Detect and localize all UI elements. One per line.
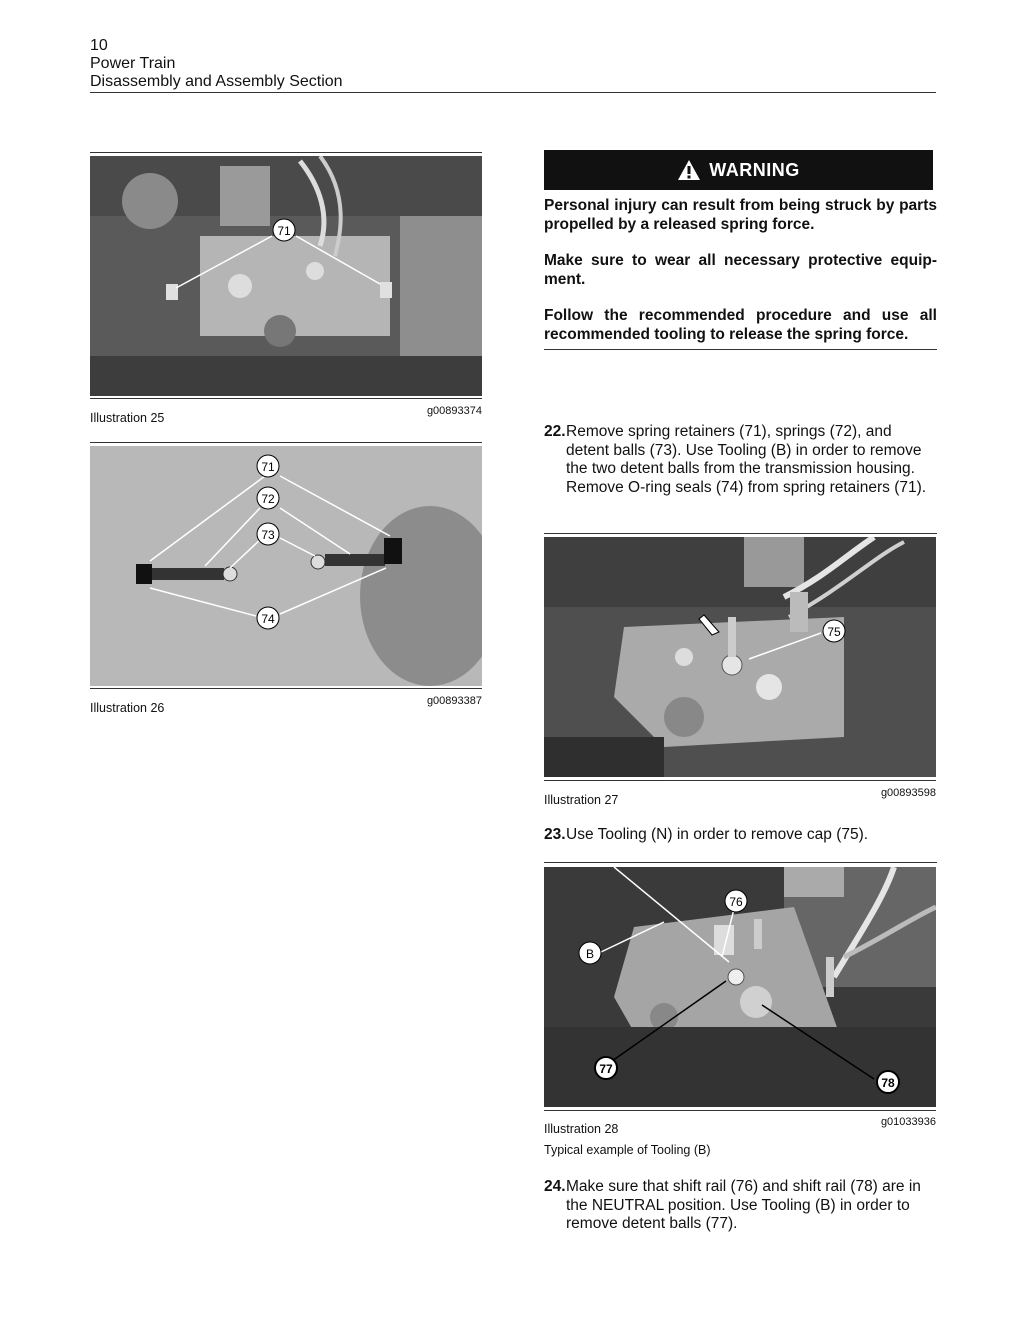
callout-76: 76 bbox=[729, 895, 743, 909]
warning-paragraph: Make sure to wear all necessary protective equip-ment. bbox=[544, 252, 937, 288]
figure-rule bbox=[90, 442, 482, 443]
callout-73: 73 bbox=[261, 528, 275, 542]
illustration-25-caption: Illustration 25 bbox=[90, 411, 165, 425]
illustration-28-photo bbox=[544, 867, 936, 1107]
illustration-28-caption: Illustration 28 bbox=[544, 1122, 619, 1136]
step-number: 22. bbox=[544, 423, 566, 440]
illustration-26-caption: Illustration 26 bbox=[90, 701, 165, 715]
step-23 bbox=[544, 826, 937, 845]
figure-rule bbox=[544, 1110, 936, 1111]
callout-72: 72 bbox=[261, 492, 275, 506]
illustration-28-id: g01033936 bbox=[880, 1116, 936, 1128]
header-rule bbox=[90, 92, 936, 93]
figure-rule bbox=[544, 862, 937, 863]
illustration-26-id: g00893387 bbox=[426, 695, 482, 707]
figure-rule bbox=[90, 152, 482, 153]
callout-71: 71 bbox=[261, 460, 275, 474]
step-text: Use Tooling (N) in order to remove cap (75). bbox=[566, 826, 869, 843]
warning-rule bbox=[544, 349, 937, 350]
illustration-27-id: g00893598 bbox=[880, 787, 936, 799]
illustration-25-id: g00893374 bbox=[426, 405, 482, 417]
illustration-27-photo bbox=[544, 537, 936, 777]
step-24 bbox=[544, 1178, 946, 1234]
section-title: Power Train bbox=[90, 55, 176, 72]
callout-75: 75 bbox=[827, 625, 841, 639]
page-number: 10 bbox=[90, 37, 108, 54]
illustration-25-photo bbox=[90, 156, 482, 396]
warning-paragraph: Personal injury can result from being struck by parts propelled by a released spring force. bbox=[544, 197, 937, 233]
warning-paragraph: Follow the recommended procedure and use all recommended tooling to release the spring force. bbox=[544, 307, 937, 343]
warning-body bbox=[544, 197, 937, 344]
callout-74: 74 bbox=[261, 612, 275, 626]
callout-B: B bbox=[585, 947, 595, 961]
figure-rule bbox=[544, 533, 937, 534]
step-22 bbox=[544, 423, 937, 497]
step-text: Remove spring retainers (71), springs (72), and detent balls (73). Use Tooling (B) in order to remove the two detent balls from the transmission housing. Remove O-ring seals (74) from spring retainers (71). bbox=[566, 423, 927, 496]
warning-title: WARNING bbox=[709, 159, 800, 180]
step-text: Make sure that shift rail (76) and shift rail (78) are in the NEUTRAL position. Use Tooling (B) in order to remove detent balls (77). bbox=[566, 1178, 921, 1232]
warning-triangle-icon bbox=[677, 159, 701, 181]
callout-71: 71 bbox=[277, 224, 291, 238]
figure-rule bbox=[544, 780, 936, 781]
step-number: 24. bbox=[544, 1178, 566, 1195]
figure-rule bbox=[90, 688, 482, 689]
illustration-28-note: Typical example of Tooling (B) bbox=[544, 1143, 711, 1157]
warning-banner bbox=[544, 150, 933, 190]
callout-77: 77 bbox=[599, 1062, 613, 1076]
step-number: 23. bbox=[544, 826, 566, 843]
figure-rule bbox=[90, 398, 482, 399]
subsection-title: Disassembly and Assembly Section bbox=[90, 73, 343, 90]
illustration-26-photo bbox=[90, 446, 482, 686]
illustration-27-caption: Illustration 27 bbox=[544, 793, 619, 807]
callout-78: 78 bbox=[881, 1076, 895, 1090]
